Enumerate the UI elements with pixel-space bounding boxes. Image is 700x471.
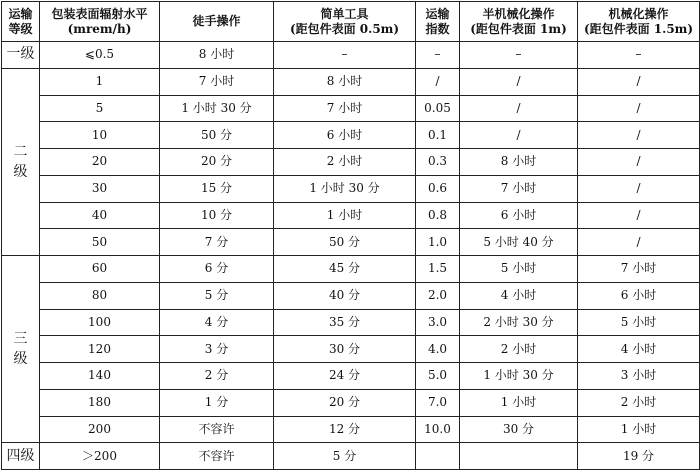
grade-2-char-1: 二 [13,143,28,160]
table-cell: 3 分 [160,336,274,363]
table-cell: 12 分 [274,416,416,443]
header-semi-mechanized: 半机械化操作 (距包件表面 1m) [460,2,578,42]
table-row [2,68,700,95]
table-row [2,202,700,229]
table-cell: / [578,175,700,202]
table-cell: / [460,95,578,122]
table-cell: – [416,42,460,69]
table-cell: 2 小时 [274,149,416,176]
table-cell: / [578,68,700,95]
table-cell: 1 小时 [274,202,416,229]
table-cell: 7 小时 [274,95,416,122]
table-cell: 1 小时 30 分 [274,175,416,202]
table-cell: 4 小时 [460,282,578,309]
table-row [2,229,700,256]
table-cell: 19 分 [578,443,700,470]
table-cell: 1 小时 [578,416,700,443]
table-row [2,122,700,149]
table-cell: 30 分 [274,336,416,363]
grade-2-char-2: 级 [13,163,28,180]
grade-2-cell [2,68,40,255]
table-cell: 30 分 [460,416,578,443]
table-cell: 0.3 [416,149,460,176]
table-cell: 8 小时 [460,149,578,176]
table-cell: 4 小时 [578,336,700,363]
table-cell [416,443,460,470]
table-row [2,443,700,470]
table-cell: 5 分 [160,282,274,309]
table-cell: 10 分 [160,202,274,229]
table-cell: 45 分 [274,256,416,283]
table-cell: 100 [40,309,160,336]
table-cell: 3.0 [416,309,460,336]
table-cell: / [578,95,700,122]
table-cell: / [578,202,700,229]
table-row [2,389,700,416]
table-cell: / [578,122,700,149]
table-row [2,336,700,363]
table-cell: 5 小时 [578,309,700,336]
table-cell: 20 分 [160,149,274,176]
table-cell: / [578,149,700,176]
header-mechanized: 机械化操作 (距包件表面 1.5m) [578,2,700,42]
table-cell: 0.05 [416,95,460,122]
table-cell: 40 分 [274,282,416,309]
table-cell: 2 小时 [578,389,700,416]
table-cell: 50 分 [274,229,416,256]
table-cell: 2.0 [416,282,460,309]
table-cell: 10.0 [416,416,460,443]
table-cell: 6 分 [160,256,274,283]
table-cell: 5.0 [416,363,460,390]
table-cell: 8 小时 [274,68,416,95]
table-row [2,309,700,336]
table-cell: 1 分 [160,389,274,416]
table-cell: 1.5 [416,256,460,283]
table-cell: 0.6 [416,175,460,202]
table-cell: 8 小时 [160,42,274,69]
table-cell: 20 [40,149,160,176]
table-cell: 6 小时 [578,282,700,309]
table-cell: 不容许 [160,416,274,443]
grade-3-char-1: 三 [13,331,28,348]
radiation-transport-table [1,1,700,470]
table-cell: – [578,42,700,69]
table-cell: 40 [40,202,160,229]
table-cell: ＞200 [40,443,160,470]
table-cell: 5 小时 [460,256,578,283]
table-cell: 50 分 [160,122,274,149]
table-cell: 30 [40,175,160,202]
table-row [2,175,700,202]
table-cell: 60 [40,256,160,283]
table-row [2,416,700,443]
table-cell: 120 [40,336,160,363]
table-cell: 0.8 [416,202,460,229]
table-cell: 1 小时 [460,389,578,416]
table-cell: 7 小时 [460,175,578,202]
table-cell: 6 小时 [274,122,416,149]
table-cell: 20 分 [274,389,416,416]
table-cell: 1 [40,68,160,95]
header-transport-index: 运输 指数 [416,2,460,42]
table-cell: 1.0 [416,229,460,256]
table-cell: 200 [40,416,160,443]
table-cell: 5 [40,95,160,122]
table-cell: / [578,229,700,256]
table-cell: 7 小时 [160,68,274,95]
table-cell: 3 小时 [578,363,700,390]
table-cell: 2 分 [160,363,274,390]
header-manual-operation: 徒手操作 [160,2,274,42]
table-row [2,282,700,309]
table-cell: 1 小时 30 分 [460,363,578,390]
table-cell: / [460,68,578,95]
table-row [2,149,700,176]
table-cell: 180 [40,389,160,416]
table-cell: 4 分 [160,309,274,336]
table-cell: – [274,42,416,69]
table-cell: / [460,122,578,149]
table-cell: ⩽0.5 [40,42,160,69]
grade-4-cell: 四级 [2,443,40,470]
table-cell: – [460,42,578,69]
table-row [2,95,700,122]
table-cell: 2 小时 [460,336,578,363]
table-cell: 6 小时 [460,202,578,229]
header-transport-grade: 运输 等级 [2,2,40,42]
header-row [2,2,700,42]
header-surface-radiation: 包装表面辐射水平 (mrem/h) [40,2,160,42]
table-cell: / [416,68,460,95]
table-cell: 7 分 [160,229,274,256]
table-row [2,363,700,390]
table-row [2,42,700,69]
table-cell: 24 分 [274,363,416,390]
table-row [2,256,700,283]
table-cell: 5 小时 40 分 [460,229,578,256]
table-cell: 10 [40,122,160,149]
header-simple-tools: 简单工具 (距包件表面 0.5m) [274,2,416,42]
grade-1-cell: 一级 [2,42,40,69]
table-cell: 15 分 [160,175,274,202]
grade-3-cell [2,256,40,443]
table-cell: 不容许 [160,443,274,470]
table-cell [460,443,578,470]
table-cell: 0.1 [416,122,460,149]
table-cell: 140 [40,363,160,390]
table-cell: 80 [40,282,160,309]
table-cell: 4.0 [416,336,460,363]
table-cell: 1 小时 30 分 [160,95,274,122]
table-cell: 50 [40,229,160,256]
table-cell: 7 小时 [578,256,700,283]
grade-3-char-2: 级 [13,351,28,368]
table-cell: 2 小时 30 分 [460,309,578,336]
table-cell: 35 分 [274,309,416,336]
table-cell: 7.0 [416,389,460,416]
table-cell: 5 分 [274,443,416,470]
